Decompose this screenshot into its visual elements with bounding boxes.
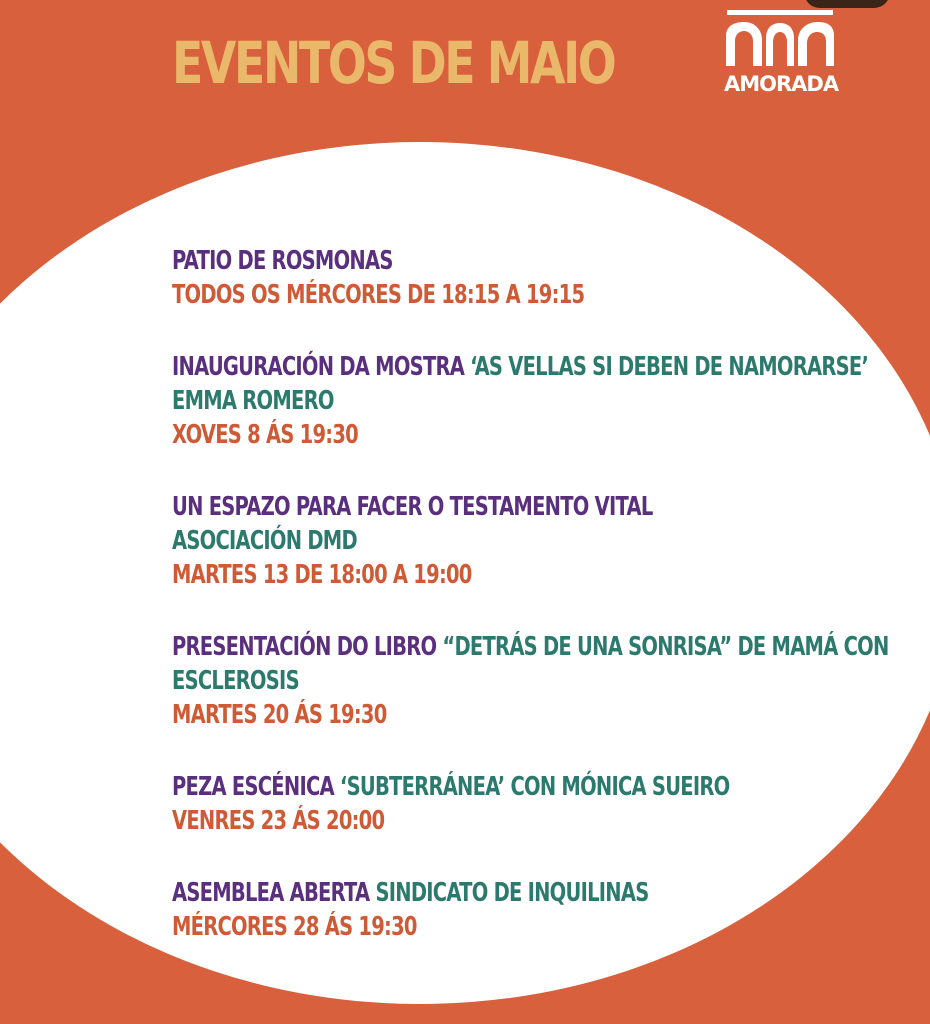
arches-icon (724, 10, 836, 68)
corner-tab (804, 0, 890, 8)
event-subtitle: ASOCIACIÓN DMD (172, 526, 357, 556)
event-date: VENRES 23 ÁS 20:00 (172, 806, 385, 836)
event-title-line (172, 630, 889, 664)
event-item-patio (172, 244, 902, 312)
logo-wordmark: AMORADA (724, 72, 839, 96)
event-item-peza (172, 770, 902, 838)
event-item-asemblea (172, 876, 902, 944)
event-title-highlight: ‘AS VELLAS SI DEBEN DE NAMORARSE’ (470, 352, 869, 382)
event-date: XOVES 8 ÁS 19:30 (172, 420, 358, 450)
page-title: EVENTOS DE MAIO (172, 29, 615, 97)
event-date: MARTES 13 DE 18:00 A 19:00 (172, 560, 472, 590)
amorada-logo (724, 10, 839, 98)
event-title-continued: ESCLEROSIS (172, 666, 299, 696)
event-title-prefix: ASEMBLEA ABERTA (172, 878, 370, 908)
event-item-testamento (172, 490, 902, 592)
event-subtitle: EMMA ROMERO (172, 386, 334, 416)
event-title-line (172, 350, 877, 384)
event-title-prefix: PEZA ESCÉNICA (172, 772, 334, 802)
event-title-prefix: INAUGURACIÓN DA MOSTRA (172, 352, 465, 382)
event-title: UN ESPAZO PARA FACER O TESTAMENTO VITAL (172, 492, 653, 522)
event-item-presentacion (172, 630, 902, 732)
event-date: TODOS OS MÉRCORES DE 18:15 A 19:15 (172, 280, 585, 310)
event-title-highlight: SINDICATO DE INQUILINAS (375, 878, 649, 908)
event-title-highlight: ‘SUBTERRÁNEA’ CON MÓNICA SUEIRO (339, 772, 730, 802)
event-title-prefix: PRESENTACIÓN DO LIBRO (172, 632, 437, 662)
event-title-line (172, 770, 877, 804)
event-date: MARTES 20 ÁS 19:30 (172, 700, 387, 730)
event-list (172, 244, 902, 982)
event-item-inauguracion (172, 350, 902, 452)
event-date: MÉRCORES 28 ÁS 19:30 (172, 912, 417, 942)
event-title-line (172, 876, 877, 910)
event-title-highlight: “DETRÁS DE UNA SONRISA” DE MAMÁ CON (442, 632, 889, 662)
event-title: PATIO DE ROSMONAS (172, 246, 393, 276)
